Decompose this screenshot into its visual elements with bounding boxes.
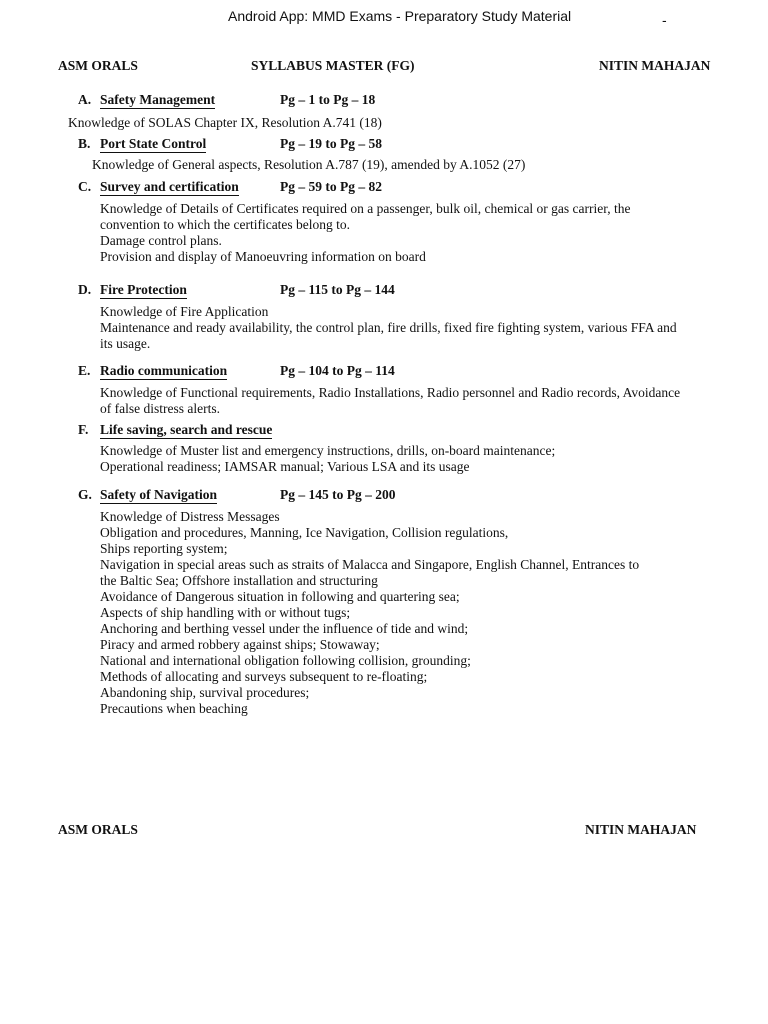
section-a-pages: Pg – 1 to Pg – 18 [280,92,376,107]
section-g-line: Precautions when beaching [100,701,248,716]
section-g-line: Methods of allocating and surveys subsequent to re-floating; [100,669,428,684]
section-g-line: the Baltic Sea; Offshore installation and structuring [100,573,378,588]
banner-mark: - [662,12,667,28]
section-e-letter: E. [78,363,91,378]
section-d-title: Fire Protection [100,282,187,297]
header-title: SYLLABUS MASTER (FG) [251,58,415,73]
section-g-line: Obligation and procedures, Manning, Ice Navigation, Collision regulations, [100,525,509,540]
section-f-line: Operational readiness; IAMSAR manual; Various LSA and its usage [100,459,470,474]
section-e-pages: Pg – 104 to Pg – 114 [280,363,395,378]
section-d-line: Maintenance and ready availability, the control plan, fire drills, fixed fire fighting system, various FFA and [100,320,677,335]
section-a-title: Safety Management [100,92,216,107]
section-d-line: its usage. [100,336,151,351]
section-g-line: National and international obligation following collision, grounding; [100,653,471,668]
section-d-text [100,304,677,352]
section-g-line: Ships reporting system; [100,541,228,556]
section-a-text [68,115,382,131]
section-c-line: Damage control plans. [100,233,222,248]
section-b-line: Knowledge of General aspects, Resolution A.787 (19), amended by A.1052 (27) [92,157,526,172]
section-e-text [100,385,680,417]
section-a-letter: A. [78,92,92,107]
section-b-title: Port State Control [100,136,207,151]
section-g-line: Navigation in special areas such as straits of Malacca and Singapore, English Channel, Entrances to [100,557,640,572]
section-c-line: convention to which the certificates belong to. [100,217,351,232]
section-f-line: Knowledge of Muster list and emergency instructions, drills, on-board maintenance; [100,443,556,458]
section-e-line: Knowledge of Functional requirements, Radio Installations, Radio personnel and Radio records, Avoidance [100,385,681,400]
section-g-title: Safety of Navigation [100,487,217,502]
section-a-line: Knowledge of SOLAS Chapter IX, Resolution A.741 (18) [68,115,382,130]
section-g-text [100,509,639,717]
header-right: NITIN MAHAJAN [599,58,711,73]
footer-right: NITIN MAHAJAN [585,822,697,837]
section-g-letter: G. [78,487,92,502]
app-banner: Android App: MMD Exams - Preparatory Study Material [228,8,572,24]
section-g-line: Anchoring and berthing vessel under the influence of tide and wind; [100,621,469,636]
section-e-line: of false distress alerts. [100,401,220,416]
section-g-line: Knowledge of Distress Messages [100,509,280,524]
section-b-text [92,157,525,173]
section-c-line: Knowledge of Details of Certificates required on a passenger, bulk oil, chemical or gas carrier, the [100,201,631,216]
section-g-line: Piracy and armed robbery against ships; Stowaway; [100,637,380,652]
section-d-line: Knowledge of Fire Application [100,304,269,319]
section-g-pages: Pg – 145 to Pg – 200 [280,487,396,502]
section-g-line: Avoidance of Dangerous situation in following and quartering sea; [100,589,460,604]
section-b-letter: B. [78,136,91,151]
section-c-pages: Pg – 59 to Pg – 82 [280,179,382,194]
section-d-pages: Pg – 115 to Pg – 144 [280,282,395,297]
section-f-title: Life saving, search and rescue [100,422,273,437]
footer-left: ASM ORALS [58,822,138,837]
section-c-line: Provision and display of Manoeuvring information on board [100,249,426,264]
section-g-line: Aspects of ship handling with or without tugs; [100,605,351,620]
section-d-letter: D. [78,282,92,297]
section-f-text [100,443,555,475]
section-g-line: Abandoning ship, survival procedures; [100,685,310,700]
section-c-letter: C. [78,179,92,194]
header-left: ASM ORALS [58,58,138,73]
section-c-title: Survey and certification [100,179,239,194]
section-b-pages: Pg – 19 to Pg – 58 [280,136,382,151]
section-f-letter: F. [78,422,89,437]
section-e-title: Radio communication [100,363,228,378]
section-c-text [100,201,630,265]
